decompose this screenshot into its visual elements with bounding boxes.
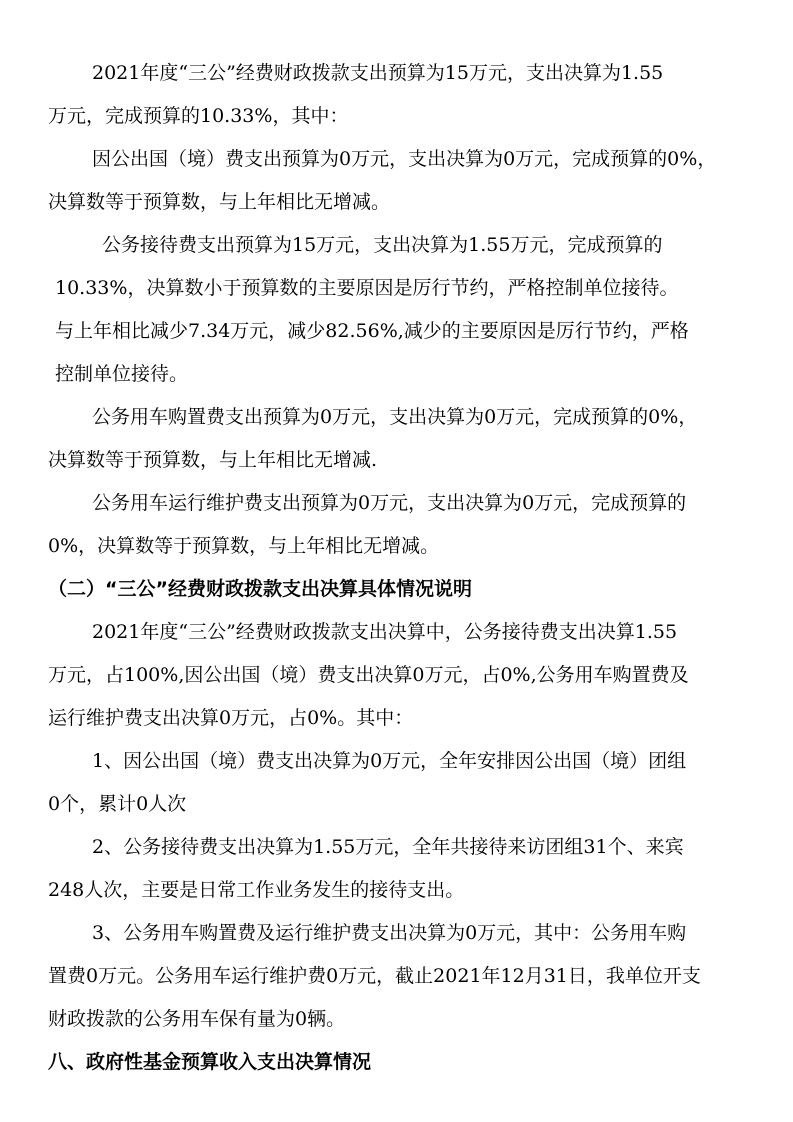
text-line: 财政拨款的公务用车保有量为0辆。 — [48, 1008, 346, 1030]
section-heading: （二）“三公”经费财政拨款支出决算具体情况说明 — [48, 578, 472, 600]
text-line: 0%，决算数等于预算数，与上年相比无增减。 — [48, 535, 440, 557]
text-line: 3、公务用车购置费及运行维护费支出决算为0万元，其中：公务用车购 — [92, 922, 687, 944]
text-line: 2021年度“三公”经费财政拨款支出预算为15万元，支出决算为1.55 — [92, 62, 664, 84]
text-line: 决算数等于预算数，与上年相比无增减. — [48, 449, 378, 471]
text-line: 公务接待费支出预算为15万元，支出决算为1.55万元，完成预算的 — [102, 234, 663, 256]
text-line: 置费0万元。公务用车运行维护费0万元，截止2021年12月31日，我单位开支 — [48, 965, 701, 987]
text-line: 决算数等于预算数，与上年相比无增减。 — [48, 191, 391, 213]
text-line: 控制单位接待。 — [55, 363, 189, 385]
text-line: 2021年度“三公”经费财政拨款支出决算中，公务接待费支出决算1.55 — [92, 621, 678, 643]
text-line: 公务用车购置费支出预算为0万元，支出决算为0万元，完成预算的0%， — [92, 406, 698, 428]
section-heading: 八、政府性基金预算收入支出决算情况 — [48, 1051, 372, 1073]
text-line: 1、因公出国（境）费支出决算为0万元，全年安排因公出国（境）团组 — [92, 750, 687, 772]
text-line: 2、公务接待费支出决算为1.55万元，全年共接待来访团组31个、来宾 — [92, 836, 684, 858]
text-line: 因公出国（境）费支出预算为0万元，支出决算为0万元，完成预算的0%， — [92, 148, 717, 170]
text-line: 公务用车运行维护费支出预算为0万元，支出决算为0万元，完成预算的 — [92, 492, 687, 514]
text-line: 0个，累计0人次 — [48, 793, 187, 815]
text-line: 10.33%，决算数小于预算数的主要原因是厉行节约，严格控制单位接待。 — [55, 277, 679, 299]
text-line: 运行维护费支出决算0万元，占0%。其中： — [48, 707, 414, 729]
text-line: 万元，占100%,因公出国（境）费支出决算0万元，占0%,公务用车购置费及 — [48, 664, 689, 686]
text-line: 万元，完成预算的10.33%，其中： — [48, 105, 349, 127]
text-line: 与上年相比减少7.34万元，减少82.56%,减少的主要原因是厉行节约，严格 — [55, 320, 689, 342]
text-line: 248人次，主要是日常工作业务发生的接待支出。 — [48, 879, 465, 901]
